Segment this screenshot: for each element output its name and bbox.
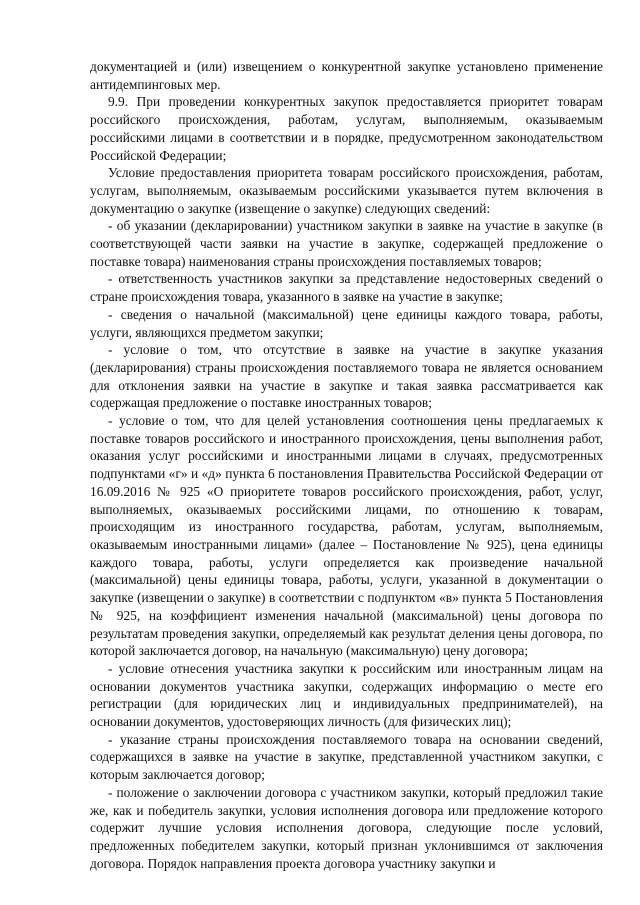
list-item-origin-country-indication: - указание страны происхождения поставляемого товара на основании сведений, содержащихся в заявке на участие в закупке, представленной участником закупки, с которым заключается договор; [90,731,603,783]
list-item-price-ratio-condition: - условие о том, что для целей установления соотношения цены предлагаемых к поставке товаров российского и иностранного происхождения, цены выполнения работ, оказания услуг российскими и иностранными лицами в случаях, предусмотренных подпунктами «г» и «д» пункта 6 постановления Правительства Российской Федерации от 16.09.2016 № 925 «О приоритете товаров российского происхождения, работ, услуг, выполняемых, оказываемых российскими лицами, по отношению к товарам, происходящим из иностранного государства, работам, услугам, выполняемым, оказываемым иностранными лицами» (далее – Постановление № 925), цена единицы каждого товара, работы, услуги определяется как произведение начальной (максимальной) цены единицы товара, работы, услуги, указанной в документации о закупке (извещении о закупке) в соответствии с подпунктом «в» пункта 5 Постановления № 925, на коэффициент изменения начальной (максимальной) цены договора по результатам проведения закупки, определяемый как результат деления цены договора, по которой заключается договор, на начальную (максимальную) цену договора; [90,413,603,659]
list-item-participant-classification: - условие отнесения участника закупки к российским или иностранным лицам на основании документов участника закупки, содержащих информацию о месте его регистрации (для юридических лиц и индивидуальных предпринимателей), на основании документов, удостоверяющих личность (для физических лиц); [90,660,603,730]
list-item-participant-liability: - ответственность участников закупки за представление недостоверных сведений о стране происхождения товара, указанного в заявке на участие в закупке; [90,271,603,305]
list-item-missing-declaration: - условие о том, что отсутствие в заявке на участие в закупке указания (декларирования) страны происхождения поставляемого товара не является основанием для отклонения заявки на участие в закупке и такая заявка рассматривается как содержащая предложение о поставке иностранных товаров; [90,342,603,411]
list-item-country-declaration: - об указании (декларировании) участником закупки в заявке на участие в закупке (в соответствующей части заявки на участие в закупке, содержащей предложение о поставке товара) наименования страны происхождения поставляемых товаров; [90,218,603,269]
paragraph-9-9-priority: 9.9. При проведении конкурентных закупок предоставляется приоритет товарам российского происхождения, работам, услугам, выполняемым, оказываемым российскими лицами в соответствии и в порядке, предусмотренном законодательством Российской Федерации; [90,94,603,163]
list-item-contract-with-runner-up: - положение о заключении договора с участником закупки, который предложил такие же, как и победитель закупки, условия исполнения договора или предложение которого содержит лучшие условия исполнения договора, следующие после условий, предложенных победителем закупки, который признан уклонившимся от заключения договора. Порядок направления проекта договора участнику закупки и [90,784,603,871]
paragraph-antidumping-continuation: документацией и (или) извещением о конкурентной закупке установлено применение антидемпинговых мер. [90,59,603,92]
list-item-unit-price-info: - сведения о начальной (максимальной) цене единицы каждого товара, работы, услуги, являющихся предметом закупки; [90,306,603,340]
paragraph-priority-condition: Условие предоставления приоритета товарам российского происхождения, работам, услугам, выполняемым, оказываемым российскими указывается путем включения в документацию о закупке (извещение о закупке) следующих сведений: [90,165,603,216]
document-page [90,58,603,872]
